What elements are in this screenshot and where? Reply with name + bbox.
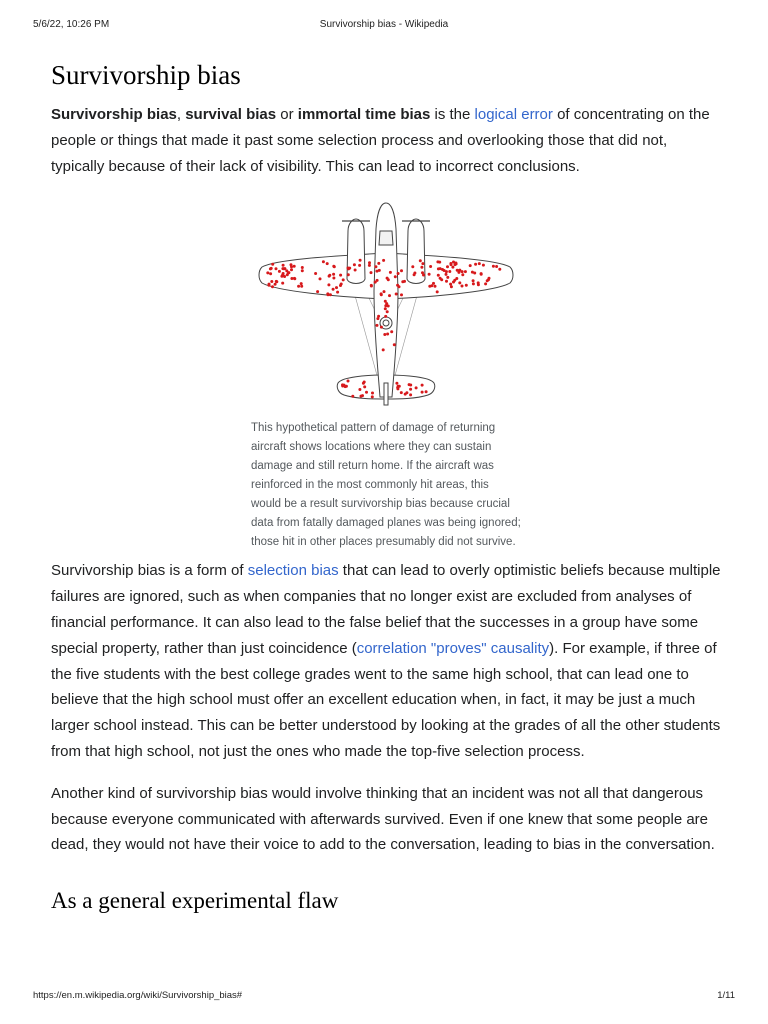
damage-dot — [378, 269, 381, 272]
print-page-number: 1/11 — [717, 990, 735, 1001]
damage-dot — [474, 263, 477, 266]
print-header — [33, 19, 735, 33]
damage-dot — [446, 276, 449, 279]
damage-dot — [368, 262, 371, 265]
damage-dot — [293, 277, 296, 280]
damage-dot — [445, 273, 448, 276]
damage-dot — [271, 263, 274, 266]
damage-dot — [434, 285, 437, 288]
link-logical-error[interactable]: logical error — [474, 106, 553, 123]
print-document-title: Survivorship bias - Wikipedia — [319, 19, 449, 30]
damage-dot — [269, 273, 272, 276]
damage-dot — [409, 394, 412, 397]
page-title: Survivorship bias — [51, 60, 241, 90]
damage-dot — [353, 264, 356, 267]
damage-dot — [438, 261, 441, 264]
damage-dot — [333, 266, 336, 269]
damage-dot — [290, 266, 293, 269]
damage-dot — [301, 266, 304, 269]
damage-dot — [363, 386, 366, 389]
damage-dot — [478, 262, 481, 265]
print-date: 5/6/22, 10:26 PM — [33, 19, 110, 30]
damage-dot — [347, 268, 350, 271]
link-correlation-causality[interactable]: correlation "proves" causality — [356, 639, 550, 657]
damage-dot — [458, 282, 461, 285]
damage-dot — [388, 294, 391, 297]
damage-dot — [396, 388, 399, 391]
damage-dot — [477, 284, 480, 287]
damage-dot — [380, 326, 383, 329]
damage-dot — [440, 279, 443, 282]
damage-dot — [374, 266, 377, 269]
damage-dot — [365, 391, 368, 394]
damage-dot — [386, 277, 389, 280]
damage-dot — [319, 278, 322, 281]
damage-dot — [282, 272, 285, 275]
damage-dot — [488, 277, 491, 280]
print-url: https://en.m.wikipedia.org/wiki/Survivorship_bias# — [33, 990, 243, 1001]
paragraph-selection-bias: Survivorship bias is a form of selection bias that can lead to overly optimistic beliefs because multiple failures are ignored, such as when companies that no longer exist are excluded from analyses of financial performance. It can also lead to the false belief that the successes in a group have some special property, rather than just coincidence (correlation "proves" causality). For example, if three of the five students with the best college grades went to the same high school, that can lead one to believe that the high school must offer an excellent education when, in fact, it may be just a much larger school instead. This can be better understood by looking at the grades of all the other students from that high school, not just the ones who made the top-five selection process. — [51, 562, 721, 760]
damage-dot — [472, 280, 475, 283]
damage-dot — [275, 280, 278, 283]
damage-dot — [450, 263, 453, 266]
damage-dot — [274, 283, 277, 286]
damage-dot — [448, 270, 451, 273]
damage-dot — [421, 391, 424, 394]
damage-dot — [278, 270, 281, 273]
damage-dot — [443, 269, 446, 272]
aircraft-damage-diagram[interactable] — [256, 201, 516, 407]
damage-dot — [386, 333, 389, 336]
damage-dot — [351, 395, 354, 398]
damage-dot — [376, 324, 379, 327]
intro-paragraph: Survivorship bias, survival bias or immortal time bias is the logical error of concentrating on the people or things that made it past some selection process and overlooking those that did not, typically because of their lack of visibility. This can lead to incorrect conclusions. — [51, 106, 710, 175]
damage-dot — [421, 262, 424, 265]
damage-dot — [326, 262, 329, 265]
damage-dot — [397, 272, 400, 275]
damage-dot — [449, 283, 452, 286]
link-selection-bias[interactable]: selection bias — [247, 562, 339, 580]
damage-dot — [377, 315, 380, 318]
section-heading-experimental-flaw: As a general experimental flaw — [51, 888, 339, 914]
damage-dot — [282, 264, 285, 267]
damage-dot — [270, 280, 273, 283]
damage-dot — [358, 264, 361, 267]
damage-dot — [395, 382, 398, 385]
damage-dot — [482, 264, 485, 267]
damage-dot — [409, 388, 412, 391]
damage-dot — [390, 331, 393, 334]
damage-dot — [332, 277, 335, 280]
damage-dot — [419, 260, 422, 263]
damage-dot — [335, 286, 338, 289]
damage-dot — [327, 294, 330, 297]
damage-dot — [380, 293, 383, 296]
damage-dot — [400, 294, 403, 297]
damage-dot — [282, 268, 285, 271]
damage-dot — [327, 284, 330, 287]
damage-dot — [420, 266, 423, 269]
damage-dot — [386, 311, 389, 314]
damage-dot — [395, 293, 398, 296]
damage-dot — [293, 265, 296, 268]
damage-dot — [370, 284, 373, 287]
damage-dot — [408, 383, 411, 386]
article-content — [51, 58, 721, 916]
damage-dot — [268, 284, 271, 287]
damage-dot — [454, 263, 457, 266]
damage-dot — [316, 290, 319, 293]
damage-dot — [344, 385, 347, 388]
damage-dot — [271, 286, 274, 289]
damage-dot — [339, 274, 342, 277]
damage-dot — [480, 273, 483, 276]
damage-dot — [332, 273, 335, 276]
damage-dot — [336, 291, 339, 294]
damage-dot — [360, 395, 363, 398]
damage-dot — [413, 274, 416, 277]
damage-dot — [394, 276, 397, 279]
damage-dot — [347, 274, 350, 277]
damage-dot — [266, 272, 269, 275]
damage-dot — [382, 259, 385, 262]
damage-dot — [430, 285, 433, 288]
damage-dot — [400, 270, 403, 273]
damage-dot — [398, 286, 401, 289]
damage-dot — [342, 279, 345, 282]
term-immortal-time-bias: immortal time bias — [297, 106, 431, 123]
damage-dot — [382, 349, 385, 352]
damage-dot — [368, 264, 371, 267]
damage-dot — [421, 272, 424, 275]
damage-dot — [484, 283, 487, 286]
damage-dot — [384, 300, 387, 303]
damage-dot — [429, 265, 432, 268]
damage-dot — [472, 283, 475, 286]
damage-dot — [383, 290, 386, 293]
damage-dot — [437, 274, 440, 277]
damage-dot — [495, 265, 498, 268]
damage-dot — [456, 269, 459, 272]
damage-dot — [328, 275, 331, 278]
damage-dot — [425, 391, 428, 394]
damage-dot — [354, 269, 357, 272]
damage-dot — [384, 315, 387, 318]
damage-dot — [339, 284, 342, 287]
damage-dot — [498, 268, 501, 271]
damage-dot — [332, 288, 335, 291]
damage-dot — [287, 271, 290, 274]
damage-dot — [421, 384, 424, 387]
damage-dot — [362, 382, 365, 385]
damage-dot — [411, 266, 414, 269]
damage-dot — [347, 380, 350, 383]
damage-dot — [403, 280, 406, 283]
damage-dot — [358, 388, 361, 391]
damage-dot — [275, 268, 278, 271]
paragraph-incident-bias: Another kind of survivorship bias would involve thinking that an incident was not all that dangerous because everyone communicated with afterwards survived. Even if one knew that some people are dead, they would not have their voice to add to the conversation, leading to bias in the conversation. — [51, 784, 715, 854]
damage-dot — [437, 268, 440, 271]
damage-dot — [446, 266, 449, 269]
damage-dot — [297, 285, 300, 288]
damage-dot — [387, 305, 390, 308]
damage-dot — [370, 271, 373, 274]
damage-dot — [464, 270, 467, 273]
damage-dot — [300, 285, 303, 288]
damage-dot — [301, 270, 304, 273]
damage-dot — [405, 392, 408, 395]
figure — [251, 201, 521, 552]
damage-dot — [377, 262, 380, 265]
damage-dot — [400, 391, 403, 394]
damage-dot — [436, 291, 439, 294]
damage-dot — [450, 286, 453, 289]
damage-dot — [322, 261, 325, 264]
damage-dot — [461, 274, 464, 277]
damage-dot — [492, 265, 495, 268]
damage-dot — [270, 267, 273, 270]
damage-dot — [383, 333, 386, 336]
damage-dot — [428, 273, 431, 276]
damage-dot — [300, 282, 303, 285]
damage-dot — [452, 261, 455, 264]
damage-dot — [384, 308, 387, 311]
damage-dot — [445, 280, 448, 283]
figure-caption: This hypothetical pattern of damage of returning aircraft shows locations where they can sustain damage and still return home. If the aircraft was reinforced in the most commonly hit areas, this would be a result survivorship bias because crucial data from fatally damaged planes was being ignored; those hit in other places presumably did not survive. — [251, 422, 521, 549]
damage-dot — [453, 279, 456, 282]
damage-dot — [393, 344, 396, 347]
damage-dot — [461, 285, 464, 288]
damage-dot — [281, 282, 284, 285]
damage-dot — [389, 271, 392, 274]
damage-dot — [415, 387, 418, 390]
term-survival-bias: survival bias — [185, 106, 277, 123]
damage-dot — [371, 392, 374, 395]
damage-dot — [314, 272, 317, 275]
print-footer — [33, 990, 735, 1004]
damage-dot — [471, 271, 474, 274]
damage-dot — [465, 284, 468, 287]
damage-dot — [359, 259, 362, 262]
damage-dot — [376, 279, 379, 282]
damage-dot — [469, 264, 472, 267]
term-survivorship-bias: Survivorship bias — [51, 106, 177, 123]
damage-dot — [290, 269, 293, 272]
damage-dot — [451, 266, 454, 269]
damage-dot — [371, 396, 374, 399]
damage-dot — [461, 270, 464, 273]
